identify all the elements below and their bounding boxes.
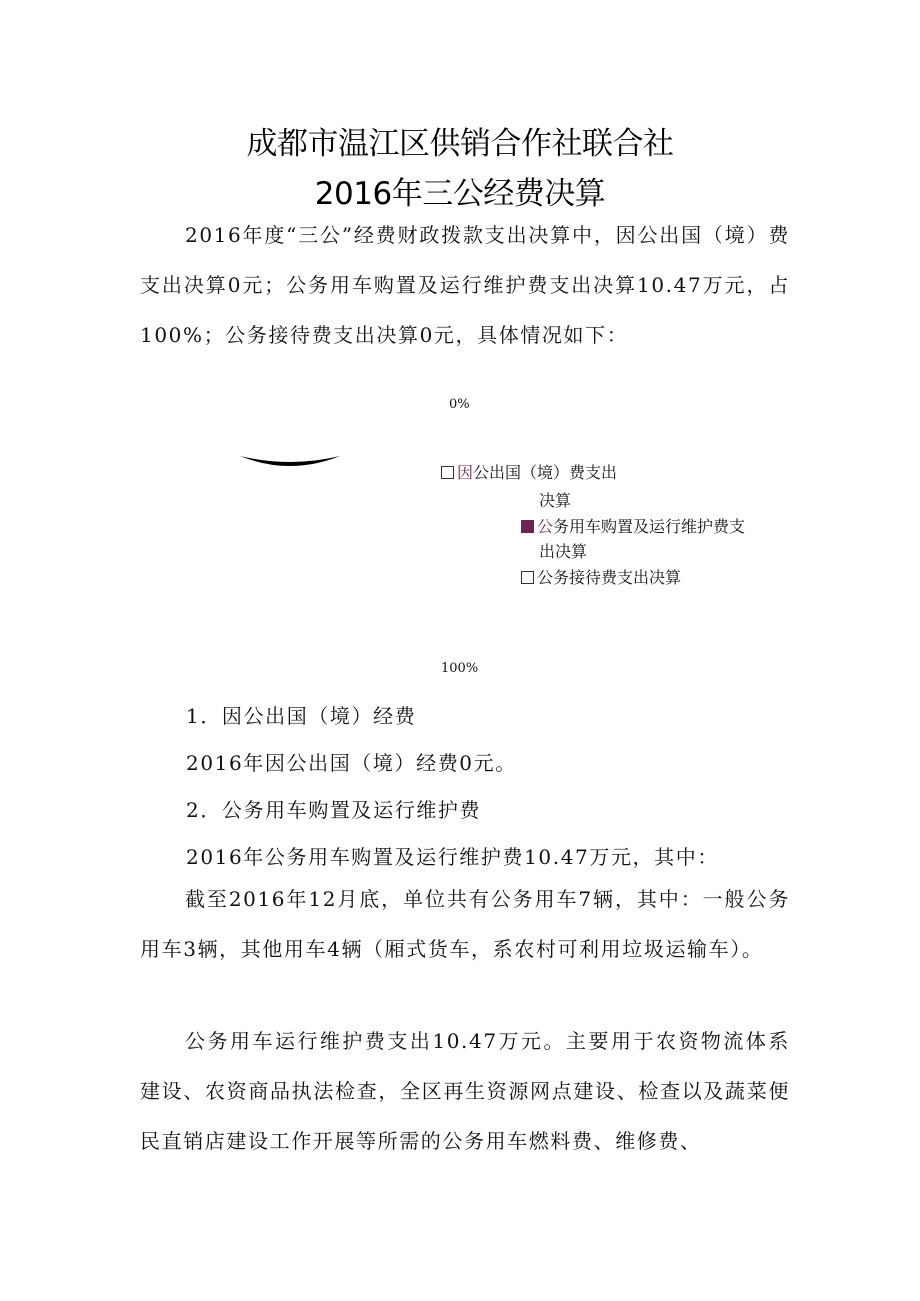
legend-text-reception: 公务接待费支出决算 bbox=[537, 568, 682, 587]
section-2-heading: 2．公务用车购置及运行维护费 bbox=[186, 798, 482, 822]
vehicles-paragraph: 截至2016年12月底，单位共有公务用车7辆，其中：一般公务用车3辆，其他用车4辆（厢式货车，系农村可利用垃圾运输车）。 bbox=[140, 887, 790, 961]
legend-text-vehicle: 务用车购置及运行维护费支 bbox=[553, 517, 746, 536]
legend-swatch-reception bbox=[521, 571, 534, 584]
maintenance-paragraph: 公务用车运行维护费支出10.47万元。主要用于农资物流体系建设、农资商品执法检查，全区再生资源网点建设、检查以及蔬菜便民直销店建设工作开展等所需的公务用车燃料费、维修费、 bbox=[140, 1029, 790, 1153]
legend-swatch-overseas bbox=[441, 466, 454, 479]
legend-item-vehicle bbox=[521, 514, 745, 540]
pie-slice-vehicle bbox=[240, 456, 340, 466]
intro-paragraph: 2016年度“三公”经费财政拨款支出决算中，因公出国（境）费支出决算0元；公务用车购置及运行维护费支出决算10.47万元，占100%；公务接待费支出决算0元，具体情况如下： bbox=[140, 223, 790, 347]
section-1-body: 2016年因公出国（境）经费0元。 bbox=[186, 751, 517, 775]
pie-chart-graphic bbox=[230, 450, 350, 474]
legend-item-overseas bbox=[441, 460, 617, 486]
data-label-100-percent: 100% bbox=[441, 661, 479, 676]
legend-prefix-overseas: 因 bbox=[457, 463, 474, 482]
legend-item-reception bbox=[521, 565, 681, 591]
legend-text-overseas: 公出国（境）费支出 bbox=[473, 463, 618, 482]
legend-prefix-vehicle: 公 bbox=[537, 517, 554, 536]
section-1-heading: 1．因公出国（境）经费 bbox=[186, 704, 417, 728]
legend-item-overseas-line2: 决算 bbox=[539, 491, 572, 510]
legend-item-vehicle-line2: 出决算 bbox=[539, 542, 588, 561]
legend-swatch-vehicle bbox=[521, 520, 534, 533]
data-label-0-percent: 0% bbox=[449, 397, 470, 412]
section-2-body: 2016年公务用车购置及运行维护费10.47万元，其中： bbox=[186, 845, 719, 869]
document-title-line-2: 2016年三公经费决算 bbox=[314, 176, 606, 212]
document-title-line-1: 成都市温江区供销合作社联合社 bbox=[246, 126, 674, 162]
